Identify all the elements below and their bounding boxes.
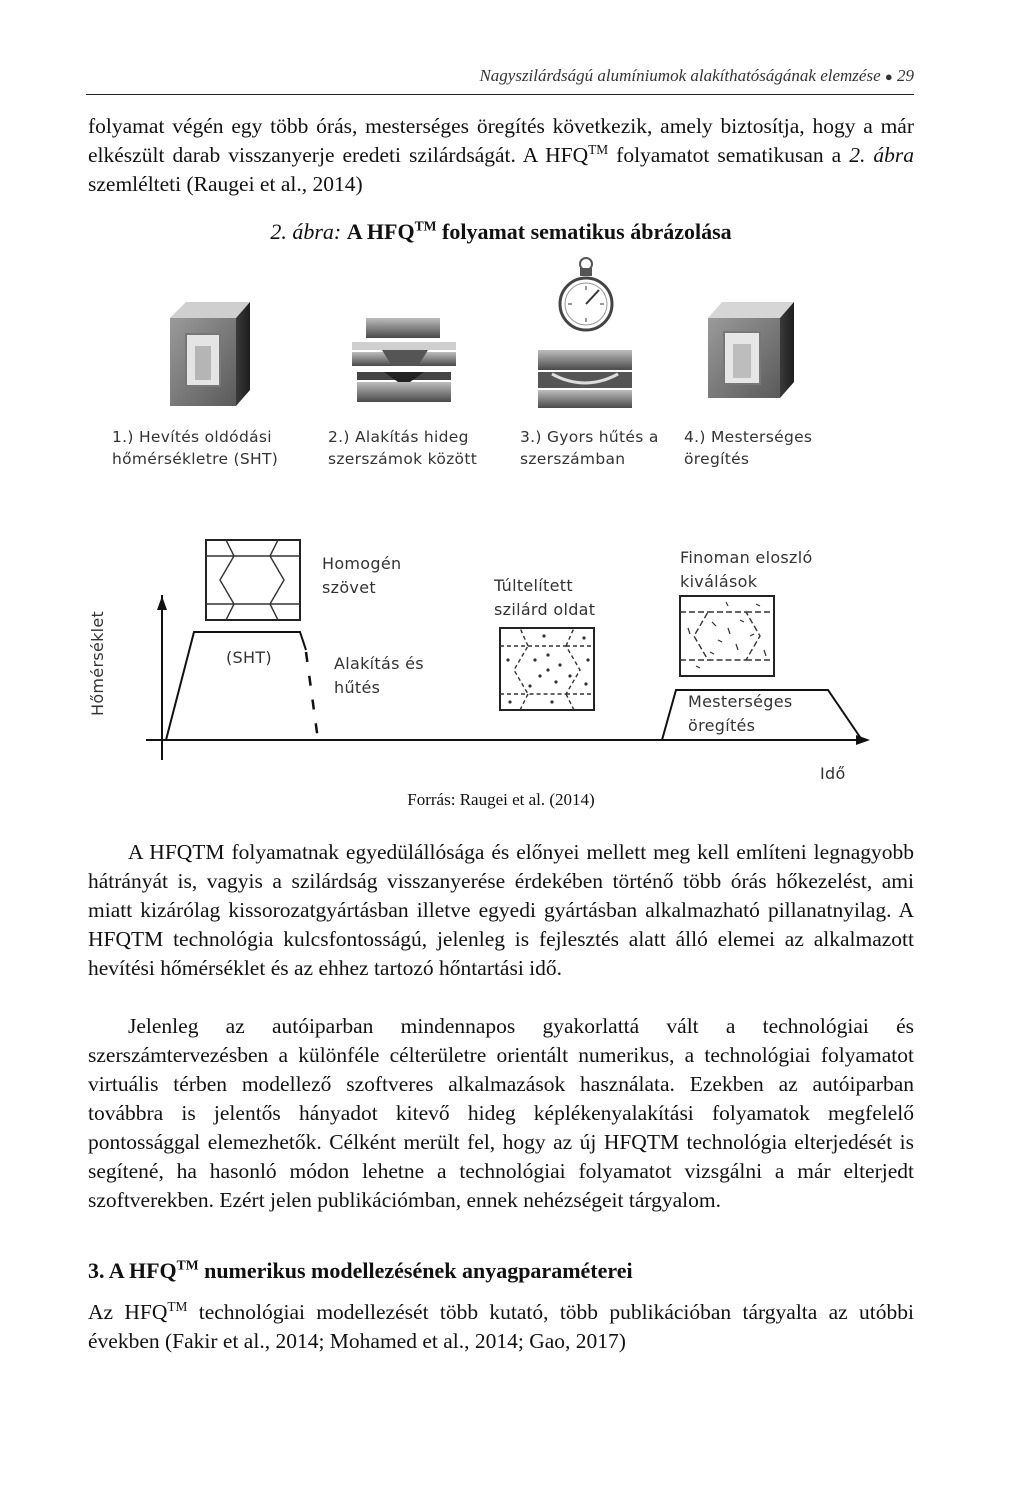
intro-text-3: szemlélteti (Raugei et al., 2014)	[88, 172, 363, 196]
cooling-curve	[306, 652, 318, 740]
figure-title: A HFQ™ folyamat sematikus ábrázolása	[346, 218, 732, 244]
bullet: ●	[884, 69, 893, 84]
paragraph-4: Az HFQ™ technológiai modellezését több kutató, több publikációban tárgyalta az utóbbi években (Fakir et al., 2014; Mohamed et al., 2014; Gao, 2017)	[88, 1298, 914, 1353]
figure-source: Forrás: Raugei et al. (2014)	[407, 790, 595, 809]
tm-mark: TM	[588, 141, 609, 157]
forming-cooling-label: Alakítás és hűtés	[334, 654, 424, 697]
step-4-label: 4.) Mesterséges öregítés	[684, 428, 813, 468]
figure-number: 2. ábra:	[270, 219, 342, 244]
artificial-aging-label: Mesterséges öregítés	[688, 692, 793, 735]
precipitates-grain-box	[680, 596, 774, 676]
paragraph-3: Jelenleg az autóiparban mindennapos gyakorlattá vált a technológiai és szerszámtervezésben a különféle célterületre orientált numerikus, a technológiai folyamatot virtuális térben modellező szoftveres alkalmazások használata. Ezekben az autóiparban továbbra is jelentős hányadot kitevő hideg képlékenyalakítási folyamatok megfelelő pontossággal elemezhetők. Célként merült fel, hogy az új HFQTM technológia elterjedését is segítené, ha hasonló módon lehetne a technológiai folyamatot vizsgálni a már elterjedt szoftverekben. Ezért jelen publikációmban, ennek nehézségeit tárgyalom.	[88, 1014, 914, 1212]
stopwatch-icon	[560, 258, 612, 330]
step-2-label: 2.) Alakítás hideg szerszámok között	[328, 428, 478, 468]
cold-die-press-icon	[352, 318, 456, 402]
homogeneous-label: Homogén szövet	[322, 554, 402, 597]
intro-text-1: folyamat végén egy több órás, mesterséges öregítés következik, amely biztosítja, hogy a már elkészült darab visszanyerje eredeti szilárdságát. A HFQ	[88, 114, 914, 167]
furnace-icon	[170, 302, 250, 406]
supersaturated-label: Túltelített szilárd oldat	[494, 576, 596, 619]
step-3-label: 3.) Gyors hűtés a szerszámban	[520, 428, 659, 468]
homogeneous-grain-box	[206, 540, 300, 620]
x-axis-label: Idő	[820, 764, 846, 783]
figure-reference: 2. ábra	[849, 143, 914, 167]
quench-die-icon	[538, 350, 632, 408]
supersaturated-grain-box	[500, 628, 594, 710]
y-axis-label: Hőmérséklet	[88, 610, 107, 716]
paragraph-2: A HFQTM folyamatnak egyedülállósága és előnyei mellett meg kell említeni legnagyobb hátrányát is, vagyis a szilárdság visszanyerése érdekében történő több órás hőkezelést, ami miatt kizárólag kissorozatgyártásban illetve egyedi gyártásban alkalmazható pillanatnyilag. A HFQTM technológia kulcsfontosságú, jelenleg is fejlesztés alatt álló elemei az alkalmazott hevítési hőmérséklet és az ehhez tartozó hőntartási idő.	[88, 840, 914, 980]
step-1-label: 1.) Hevítés oldódási hőmérsékletre (SHT)	[112, 428, 279, 468]
page-number: 29	[897, 66, 914, 85]
aging-oven-icon	[708, 302, 794, 398]
intro-text-2: folyamatot sematikusan a	[608, 143, 850, 167]
sht-label: (SHT)	[226, 648, 272, 667]
precipitates-label: Finoman eloszló kiválások	[680, 548, 813, 591]
section-heading: 3. A HFQ™ numerikus modellezésének anyagparaméterei	[88, 1257, 633, 1283]
running-title: Nagyszilárdságú alumíniumok alakíthatóságának elemzése	[479, 66, 881, 85]
